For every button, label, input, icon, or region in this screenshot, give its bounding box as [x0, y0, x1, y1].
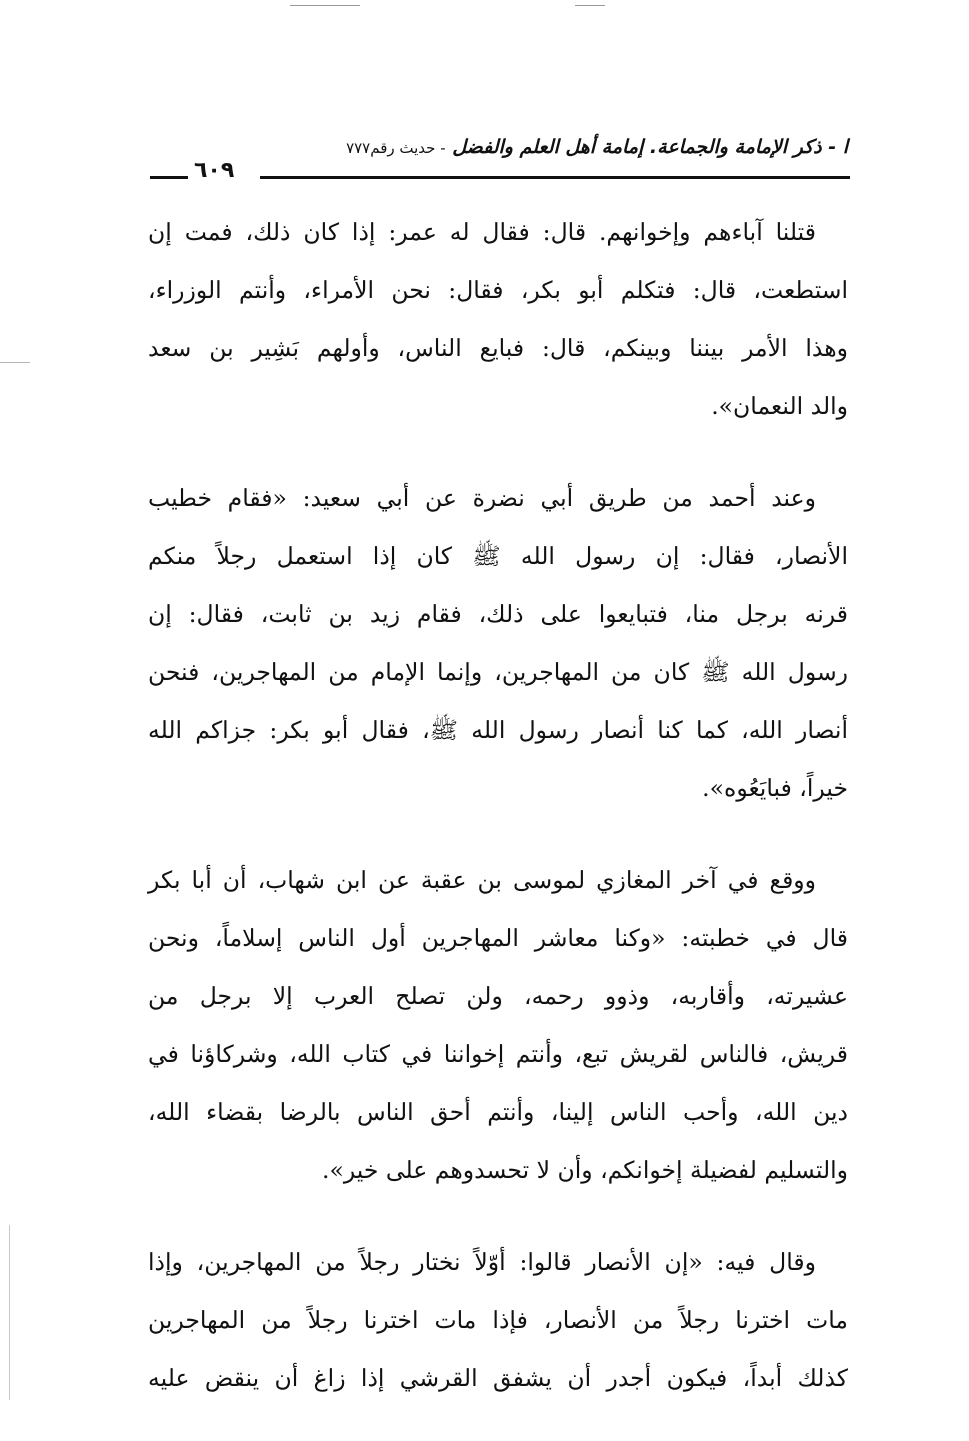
scan-artifact-line: [0, 362, 30, 363]
chapter-title: ا - ذكر الإمامة والجماعة. إمامة أهل العلم والفضل: [452, 136, 848, 158]
scan-artifact-line: [575, 5, 605, 6]
hadith-reference: - حديث رقم٧٧٧: [346, 139, 446, 157]
text-line: رسول الله ﷺ كان من المهاجرين، وإنما الإمام من المهاجرين، فنحن: [148, 658, 848, 686]
text-line: خيراً، فبايَعُوه».: [702, 774, 848, 802]
paragraph: [148, 203, 848, 435]
text-body: [148, 203, 848, 1441]
text-line: دين الله، وأحب الناس إلينا، وأنتم أحق الناس بالرضا بقضاء الله،: [148, 1098, 848, 1126]
text-line: قرنه برجل منا، فتبايعوا على ذلك، فقام زيد بن ثابت، فقال: إن: [148, 600, 848, 628]
text-line: قتلنا آباءهم وإخوانهم. قال: فقال له عمر: إذا كان ذلك، فمت إن: [148, 218, 816, 246]
text-line: قال في خطبته: «وكنا معاشر المهاجرين أول الناس إسلاماً، ونحن: [148, 924, 848, 952]
text-line: والتسليم لفضيلة إخوانكم، وأن لا تحسدوهم على خير».: [321, 1156, 848, 1184]
scan-artifact-line: [290, 5, 360, 6]
text-line: وقال فيه: «إن الأنصار قالوا: أوّلاً نختار رجلاً من المهاجرين، وإذا: [148, 1248, 816, 1276]
text-line: أنصار الله، كما كنا أنصار رسول الله ﷺ، فقال أبو بكر: جزاكم الله: [148, 716, 848, 744]
header-rule: [260, 176, 850, 179]
text-line: استطعت، قال: فتكلم أبو بكر، فقال: نحن الأمراء، وأنتم الوزراء،: [148, 276, 848, 304]
text-line: مات اخترنا رجلاً من الأنصار، فإذا مات اخترنا رجلاً من المهاجرين: [148, 1306, 848, 1334]
text-line: وعند أحمد من طريق أبي نضرة عن أبي سعيد: «فقام خطيب: [148, 484, 816, 512]
text-line: الأنصار، فقال: إن رسول الله ﷺ كان إذا استعمل رجلاً منكم: [148, 542, 848, 570]
paragraph: [148, 469, 848, 817]
text-line: وهذا الأمر بيننا وبينكم، قال: فبايع الناس، وأولهم بَشِير بن سعد: [148, 334, 848, 362]
running-head: [150, 128, 850, 188]
text-line: والد النعمان».: [711, 392, 848, 420]
paragraph: [148, 1233, 848, 1407]
text-line: قريش، فالناس لقريش تبع، وأنتم إخواننا في كتاب الله، وشركاؤنا في: [148, 1040, 848, 1068]
running-head-title: [346, 134, 848, 161]
text-line: عشيرته، وأقاربه، وذوو رحمه، ولن تصلح العرب إلا برجل من: [148, 982, 848, 1010]
page-number: ٦٠٩: [194, 158, 235, 183]
paragraph: [148, 851, 848, 1199]
page-number-dash: [150, 176, 188, 179]
text-line: ووقع في آخر المغازي لموسى بن عقبة عن ابن شهاب، أن أبا بكر: [148, 866, 816, 894]
text-line: كذلك أبداً، فيكون أجدر أن يشفق القرشي إذا زاغ أن ينقض عليه: [148, 1364, 848, 1392]
scan-artifact-line: [9, 1225, 10, 1400]
